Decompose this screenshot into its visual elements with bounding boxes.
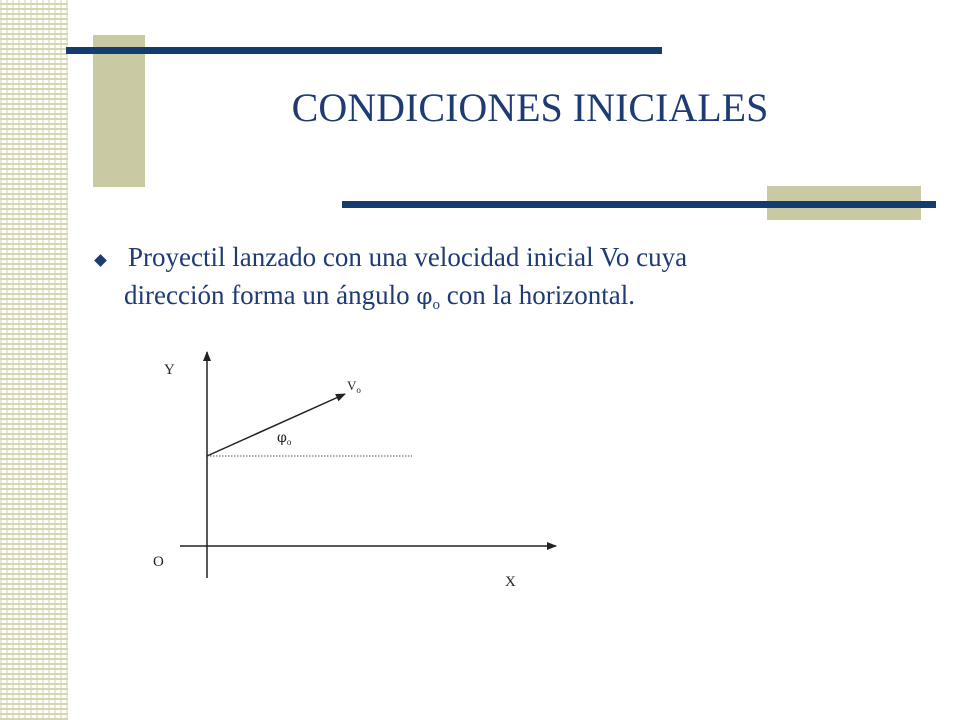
- phi-symbol: φ: [416, 284, 433, 310]
- slide-title: CONDICIONES INICIALES: [291, 85, 769, 130]
- vector-label: [347, 378, 361, 395]
- velocity-vector: [207, 394, 345, 456]
- vector-label-main: V: [347, 378, 357, 393]
- origin-label: O: [153, 554, 164, 570]
- bullet-line-2-start: dirección forma un ángulo: [124, 280, 417, 310]
- bullet-line-2-end: con la horizontal.: [440, 280, 635, 310]
- bullet-line-1: Proyectil lanzado con una velocidad inicial Vo cuya: [128, 242, 688, 272]
- phi-subscript: o: [432, 297, 441, 313]
- vector-label-subscript: o: [356, 385, 361, 395]
- x-axis-label: X: [505, 574, 516, 590]
- angle-label-symbol: φ: [277, 430, 287, 446]
- angle-label: [277, 430, 292, 447]
- y-axis-label: Y: [164, 362, 175, 378]
- angle-label-subscript: o: [286, 437, 292, 447]
